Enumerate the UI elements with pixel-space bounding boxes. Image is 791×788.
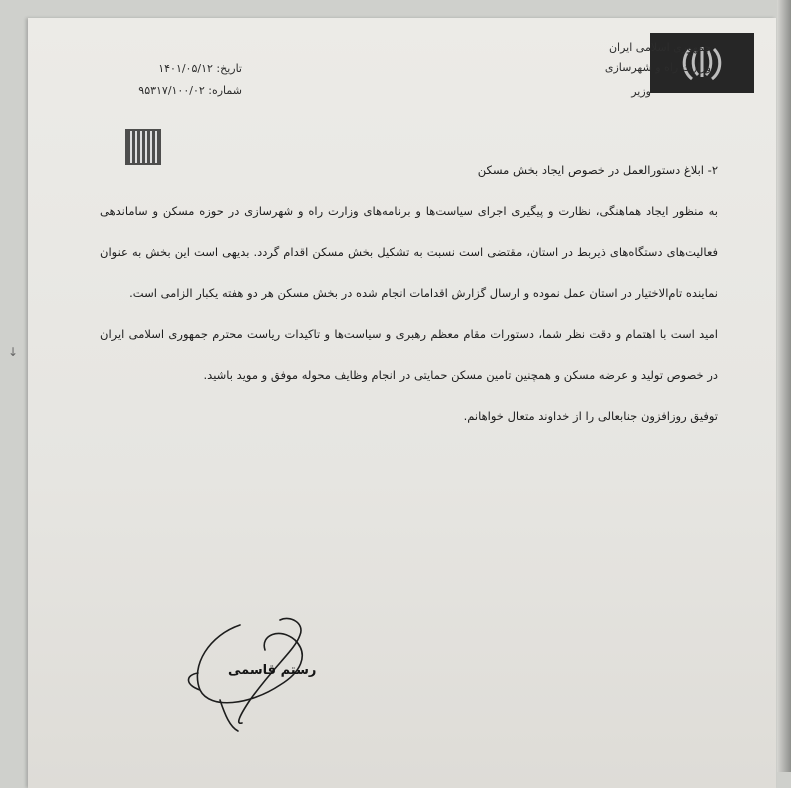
body-paragraph-1: به منظور ایجاد هماهنگی، نظارت و پیگیری اجرای سیاست‌ها و برنامه‌های وزارت راه و شهرسازی در حوزه مسکن و ساماندهی فعالیت‌های دستگاه‌های ذیربط در استان، مقتضی است نسبت به تشکیل بخش مسکن اقدام گردد. بدیهی است این بخش به عنوان نماینده تام‌الاختیار در استان عمل نموده و ارسال گزارش اقدامات انجام شده در بخش مسکن هر دو هفته یکبار الزامی است.	[100, 204, 718, 300]
letter-subject: ۲- ابلاغ دستورالعمل در خصوص ایجاد بخش مسکن	[477, 163, 718, 177]
header-ministry: وزارت راه و شهرسازی	[604, 61, 711, 74]
header-minister: وزیر	[631, 85, 651, 98]
letter-date: تاریخ: ۱۴۰۱/۰۵/۱۲	[158, 62, 242, 75]
body-paragraph-2: امید است با اهتمام و دقت نظر شما، دستورات مقام معظم رهبری و سیاست‌ها و تاکیدات ریاست محترم جمهوری اسلامی ایران در خصوص تولید و عرضه مسکن و همچنین تامین مسکن حمایتی در انجام وظایف محوله موفق و موید باشید.	[100, 327, 718, 382]
page-edge-shadow	[777, 0, 791, 772]
signer-name: رستم قاسمی	[228, 663, 317, 678]
letter-body	[100, 150, 718, 437]
margin-mark: ↓	[8, 345, 19, 359]
header-country: جمهوری اسلامی ایران	[608, 41, 711, 54]
body-paragraph-closing: توفیق روزافزون جنابعالی را از خداوند متعال خواهانم.	[463, 409, 718, 423]
document-meta	[92, 60, 242, 100]
letter-number: شماره: ۹۵۳۱۷/۱۰۰/۰۲	[138, 84, 242, 97]
ministry-header	[605, 38, 711, 102]
